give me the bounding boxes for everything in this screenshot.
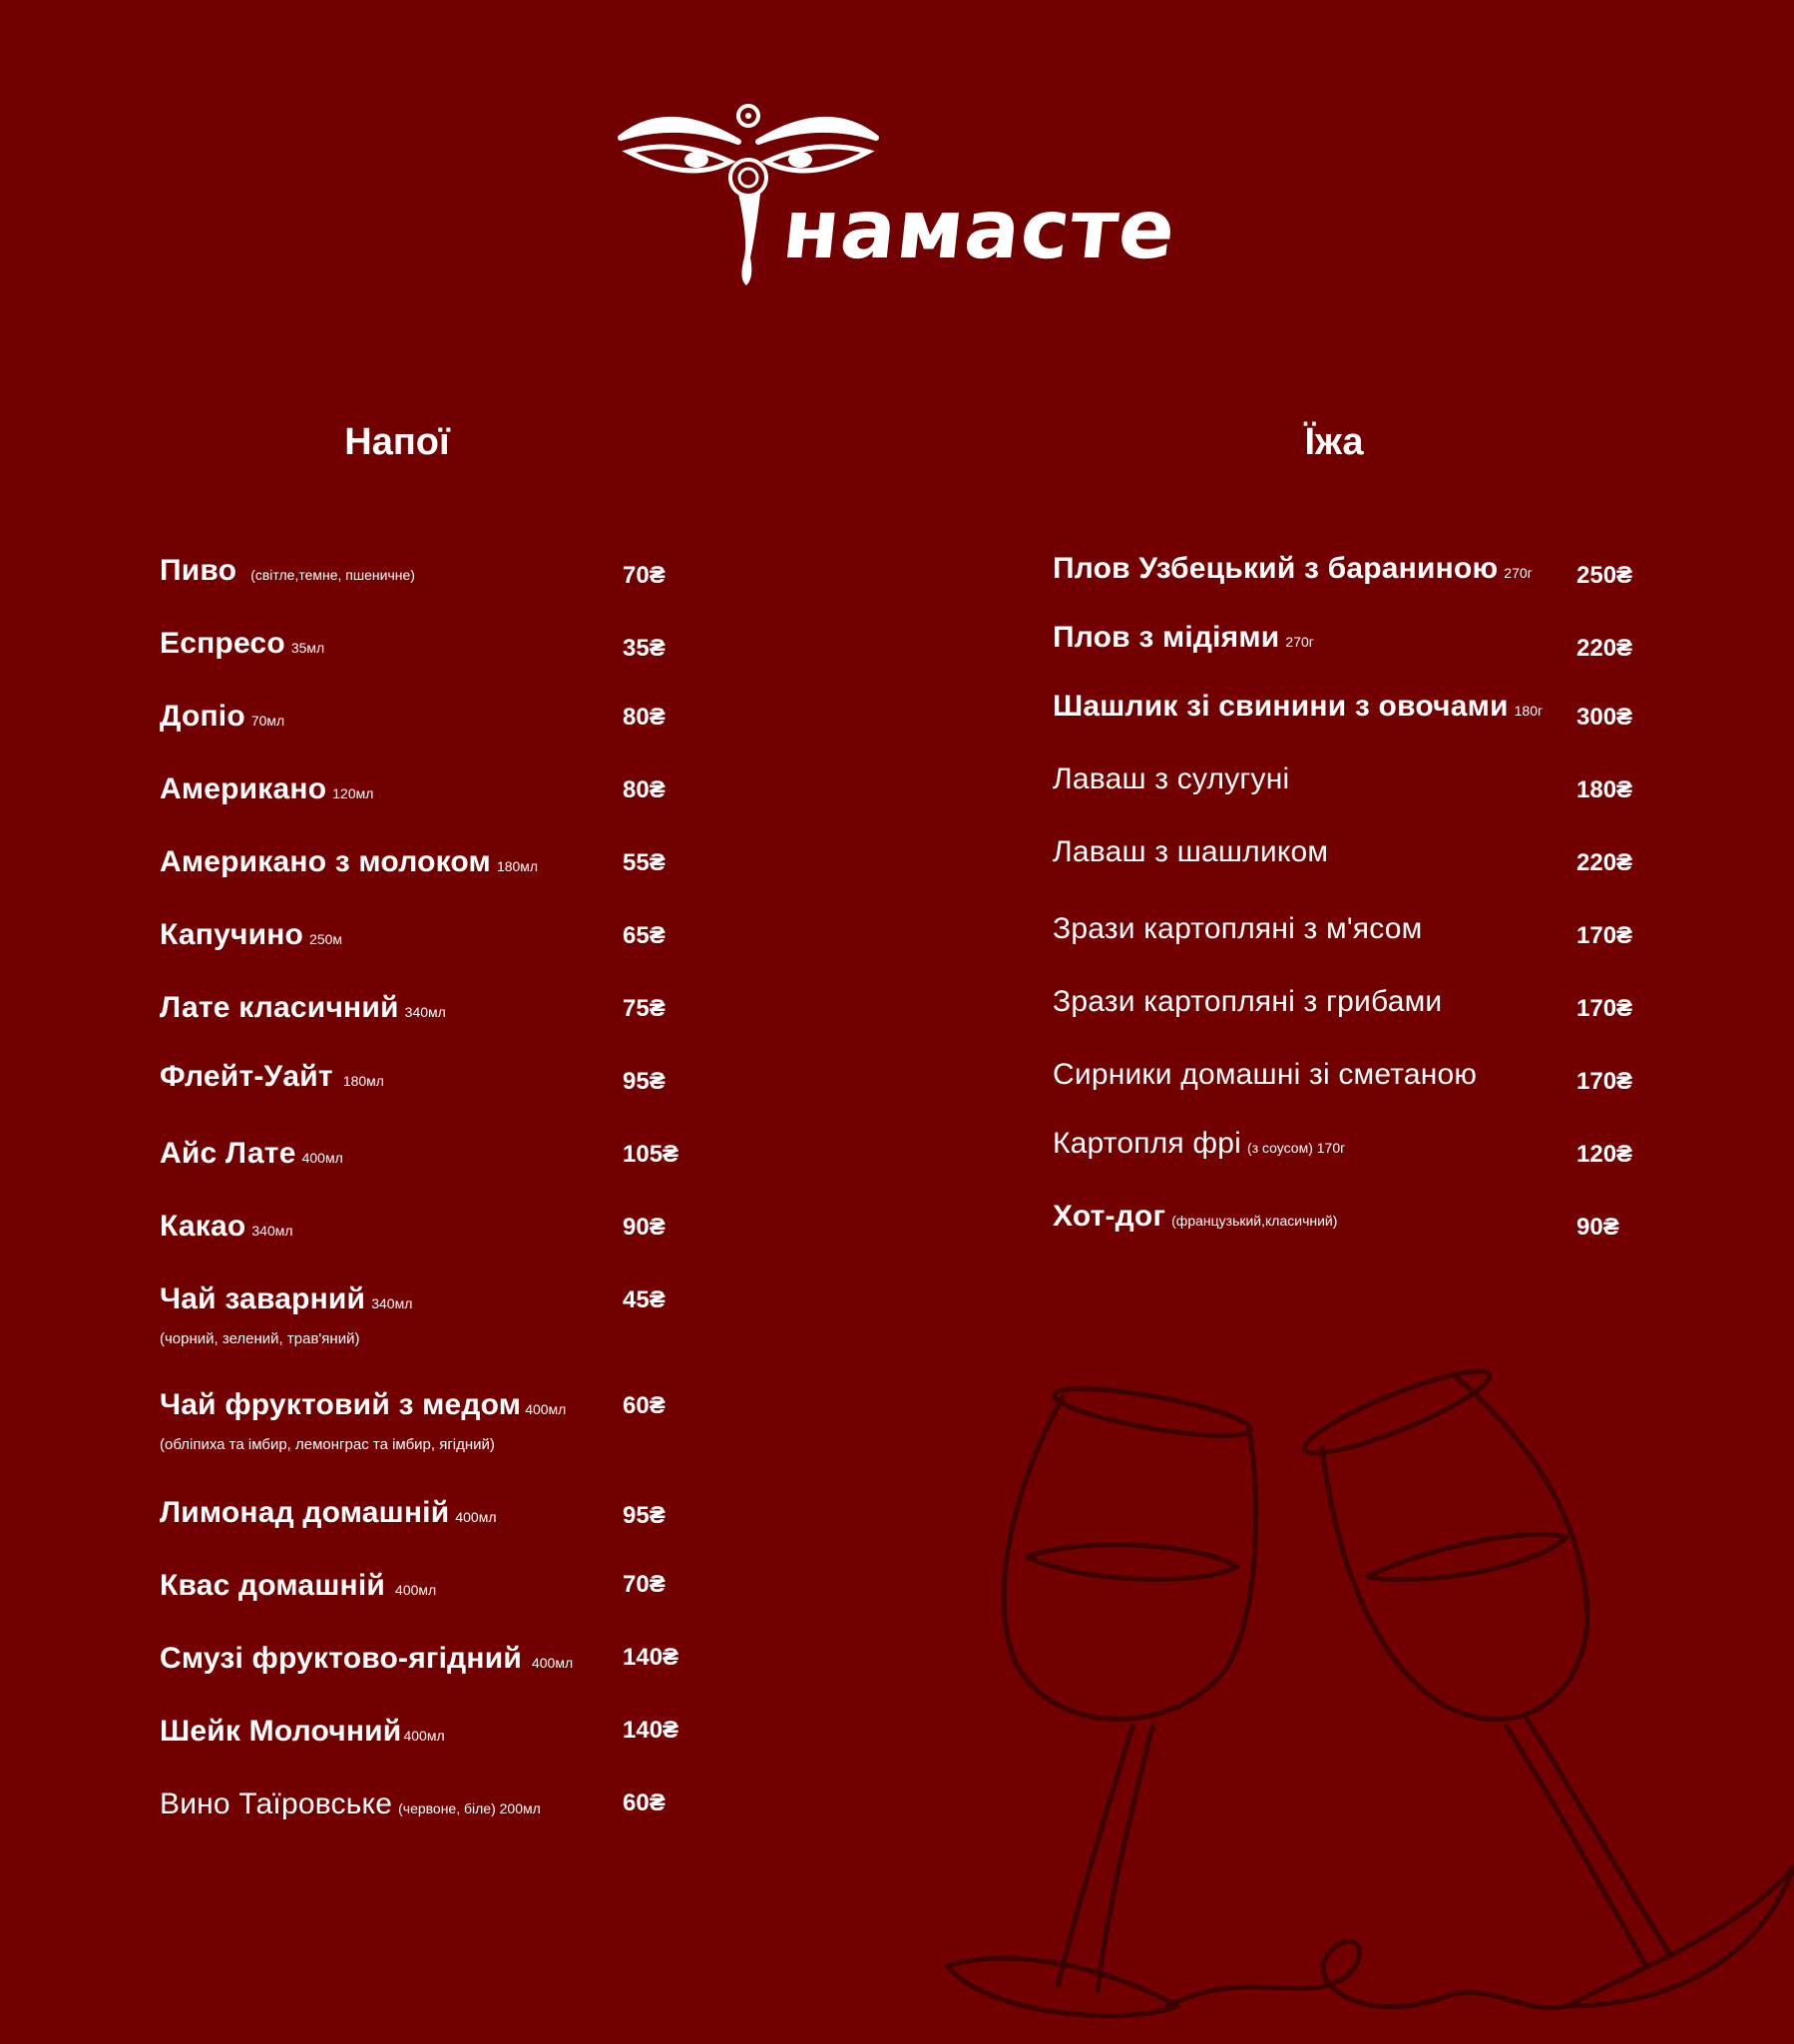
item-size: 400мл <box>455 1509 497 1525</box>
logo <box>599 90 1197 299</box>
item-size: 250м <box>309 931 343 947</box>
food-title: Їжа <box>1304 421 1364 463</box>
item-name: Смузі фруктово-ягідний <box>160 1642 522 1675</box>
item-name: Зрази картопляні з м'ясом <box>1053 912 1423 945</box>
item-size: 340мл <box>251 1223 293 1239</box>
item-name: Айс Лате <box>160 1137 296 1170</box>
food-item-zrazy-mushroom <box>1053 985 1442 1019</box>
drink-item-beer <box>160 554 415 588</box>
item-name: Чай фруктовий з медом <box>160 1388 522 1421</box>
item-price: 70₴ <box>623 1571 666 1598</box>
item-name: Шашлик зі свинини з овочами <box>1053 690 1509 723</box>
item-size: 340мл <box>404 1004 446 1020</box>
drink-item-milkshake <box>160 1715 445 1749</box>
item-price: 170₴ <box>1576 1068 1633 1095</box>
item-size: 400мл <box>403 1728 445 1744</box>
item-size: 270г <box>1504 565 1533 581</box>
drink-item-lemonade <box>160 1496 497 1530</box>
item-price: 45₴ <box>623 1286 666 1313</box>
item-name: Зрази картопляні з грибами <box>1053 985 1443 1018</box>
item-size: 180мл <box>342 1073 384 1089</box>
item-size: (французький,класичний) <box>1171 1213 1338 1229</box>
item-name: Еспресо <box>160 627 285 660</box>
item-description: (чорний, зелений, трав'яний) <box>160 1330 360 1347</box>
item-price: 140₴ <box>623 1644 679 1671</box>
item-price: 120₴ <box>1576 1141 1633 1168</box>
food-item-lavash-suluguni <box>1053 763 1289 796</box>
item-size: (червоне, біле) 200мл <box>398 1800 541 1816</box>
item-price: 80₴ <box>623 704 666 731</box>
drink-item-tea <box>160 1282 412 1347</box>
item-name: Флейт-Уайт <box>160 1060 333 1093</box>
food-item-plov-mussels <box>1053 621 1314 655</box>
item-size: 120мл <box>332 785 374 801</box>
item-price: 220₴ <box>1576 849 1633 876</box>
item-name: Сирники домашні зі сметаною <box>1053 1058 1478 1091</box>
drink-item-doppio <box>160 700 284 734</box>
item-description: (обліпиха та імбир, лемонграс та імбир, ягідний) <box>160 1436 495 1453</box>
item-price: 70₴ <box>623 562 666 589</box>
item-name: Капучино <box>160 918 304 951</box>
item-name: Пиво <box>160 554 237 587</box>
food-item-shashlik <box>1053 690 1543 724</box>
item-size: 400мл <box>301 1150 343 1166</box>
item-name: Американо <box>160 772 327 805</box>
drinks-title: Напої <box>344 421 450 463</box>
drink-item-ice-latte <box>160 1137 343 1171</box>
food-item-syrnyky <box>1053 1058 1477 1092</box>
item-size: (світле,темне, пшеничне) <box>250 567 415 583</box>
drink-item-smoothie <box>160 1642 573 1676</box>
food-item-lavash-shashlik <box>1053 835 1328 869</box>
food-item-fries <box>1053 1127 1345 1161</box>
item-name: Допіо <box>160 700 245 733</box>
drink-item-americano-milk <box>160 845 538 879</box>
item-size: 180мл <box>496 858 539 874</box>
item-price: 35₴ <box>623 635 666 662</box>
item-price: 80₴ <box>623 776 666 803</box>
item-price: 220₴ <box>1576 635 1633 662</box>
item-size: 400мл <box>395 1582 437 1598</box>
item-size: 400мл <box>525 1401 567 1417</box>
item-name: Чай заварний <box>160 1282 366 1315</box>
food-item-plov-lamb <box>1053 552 1533 586</box>
drink-item-flat-white <box>160 1060 384 1094</box>
drink-item-latte <box>160 991 446 1025</box>
item-price: 180₴ <box>1576 776 1633 803</box>
item-price: 90₴ <box>1576 1214 1619 1241</box>
item-price: 170₴ <box>1576 995 1633 1022</box>
item-name: Хот-дог <box>1053 1200 1166 1233</box>
item-price: 90₴ <box>623 1214 666 1241</box>
wine-glasses-icon <box>928 1367 1794 2044</box>
item-price: 65₴ <box>623 922 666 949</box>
item-name: Вино Таїровське <box>160 1788 393 1820</box>
food-item-zrazy-meat <box>1053 912 1422 946</box>
item-name: Какао <box>160 1210 246 1243</box>
drink-item-cocoa <box>160 1210 293 1244</box>
drink-item-fruit-tea <box>160 1388 566 1453</box>
drink-item-americano <box>160 772 373 806</box>
item-size: 340мл <box>371 1295 413 1311</box>
drink-item-kvass <box>160 1569 436 1603</box>
item-price: 170₴ <box>1576 922 1633 949</box>
item-size: 35мл <box>290 640 325 656</box>
item-size: (з соусом) 170г <box>1247 1140 1346 1156</box>
item-price: 60₴ <box>623 1392 666 1419</box>
item-price: 300₴ <box>1576 704 1633 731</box>
logo-wordmark: намасте <box>778 183 1181 277</box>
item-name: Картопля фрі <box>1053 1127 1242 1160</box>
drink-item-wine <box>160 1788 541 1821</box>
item-price: 55₴ <box>623 849 666 876</box>
item-price: 95₴ <box>623 1502 666 1529</box>
item-price: 140₴ <box>623 1717 679 1744</box>
item-size: 70мл <box>250 713 285 729</box>
item-name: Лате класичний <box>160 991 399 1024</box>
item-name: Американо з молоком <box>160 845 491 878</box>
item-price: 105₴ <box>623 1141 679 1168</box>
item-name: Плов Узбецький з бараниною <box>1053 552 1499 585</box>
item-size: 400мл <box>531 1655 574 1671</box>
item-name: Лаваш з шашликом <box>1053 835 1329 868</box>
item-name: Лимонад домашній <box>160 1496 450 1529</box>
item-price: 250₴ <box>1576 562 1633 589</box>
item-price: 75₴ <box>623 995 666 1022</box>
item-size: 180г <box>1514 703 1544 719</box>
item-size: 270г <box>1285 634 1314 650</box>
item-price: 60₴ <box>623 1789 666 1816</box>
food-item-hotdog <box>1053 1200 1337 1234</box>
item-name: Лаваш з сулугуні <box>1053 763 1290 795</box>
item-price: 95₴ <box>623 1068 666 1095</box>
drink-item-cappuccino <box>160 918 342 952</box>
item-name: Плов з мідіями <box>1053 621 1280 654</box>
item-name: Квас домашній <box>160 1569 386 1602</box>
drink-item-espresso <box>160 627 324 661</box>
item-name: Шейк Молочний <box>160 1715 402 1748</box>
